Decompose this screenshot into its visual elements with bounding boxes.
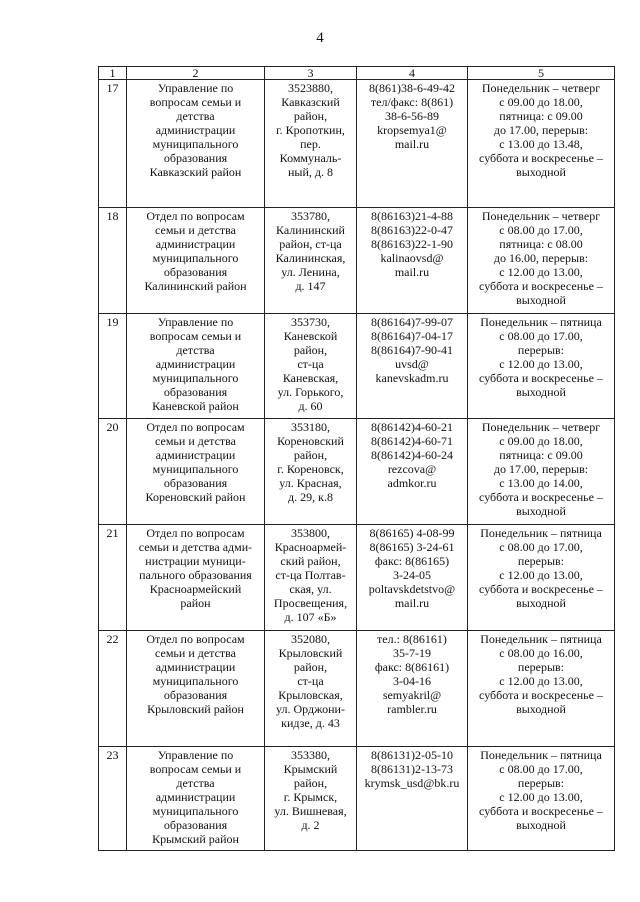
table-row xyxy=(99,419,615,525)
table-row xyxy=(99,747,615,851)
working-hours: Понедельник – пятница с 08.00 до 16.00, перерыв: с 12.00 до 13.00, суббота и воскресенье – выходной xyxy=(468,631,615,747)
organization-name: Отдел по вопросам семьи и детства адми- нистрации муници- пального образования Красноармейский район xyxy=(127,525,265,631)
working-hours: Понедельник – пятница с 08.00 до 17.00, перерыв: с 12.00 до 13.00, суббота и воскресенье – выходной xyxy=(468,747,615,851)
working-hours: Понедельник – четверг с 09.00 до 18.00, пятница: с 09.00 до 17.00, перерыв: с 13.00 до 13.48, суббота и воскресенье – выходной xyxy=(468,80,615,208)
row-number: 23 xyxy=(99,747,127,851)
contacts: 8(86165) 4-08-99 8(86165) 3-24-61 факс: 8(86165) 3-24-05 poltavskdetstvo@ mail.ru xyxy=(357,525,468,631)
working-hours: Понедельник – пятница с 08.00 до 17.00, перерыв: с 12.00 до 13.00, суббота и воскресенье – выходной xyxy=(468,525,615,631)
contacts: 8(86163)21-4-88 8(86163)22-0-47 8(86163)22-1-90 kalinaovsd@ mail.ru xyxy=(357,208,468,314)
organization-name: Управление по вопросам семьи и детства администрации муниципального образования Каневской район xyxy=(127,314,265,419)
working-hours: Понедельник – четверг с 09.00 до 18.00, пятница: с 09.00 до 17.00, перерыв: с 13.00 до 14.00, суббота и воскресенье – выходной xyxy=(468,419,615,525)
address: 353730, Каневской район, ст-ца Каневская, ул. Горького, д. 60 xyxy=(265,314,357,419)
row-number: 20 xyxy=(99,419,127,525)
address: 353780, Калининский район, ст-ца Калининская, ул. Ленина, д. 147 xyxy=(265,208,357,314)
organization-name: Отдел по вопросам семьи и детства администрации муниципального образования Крыловский район xyxy=(127,631,265,747)
column-header: 5 xyxy=(468,67,615,80)
contacts: 8(86142)4-60-21 8(86142)4-60-71 8(86142)4-60-24 rezcova@ admkor.ru xyxy=(357,419,468,525)
table-row xyxy=(99,525,615,631)
column-header: 1 xyxy=(99,67,127,80)
column-header: 3 xyxy=(265,67,357,80)
row-number: 18 xyxy=(99,208,127,314)
row-number: 17 xyxy=(99,80,127,208)
organization-name: Отдел по вопросам семьи и детства администрации муниципального образования Кореновский район xyxy=(127,419,265,525)
contacts: 8(86131)2-05-10 8(86131)2-13-73 krymsk_usd@bk.ru xyxy=(357,747,468,851)
column-header: 4 xyxy=(357,67,468,80)
row-number: 21 xyxy=(99,525,127,631)
contacts: 8(861)38-6-49-42 тел/факс: 8(861) 38-6-56-89 kropsemya1@ mail.ru xyxy=(357,80,468,208)
working-hours: Понедельник – четверг с 08.00 до 17.00, пятница: с 08.00 до 16.00, перерыв: с 12.00 до 13.00, суббота и воскресенье – выходной xyxy=(468,208,615,314)
table-row xyxy=(99,631,615,747)
address: 353180, Кореновский район, г. Кореновск, ул. Красная, д. 29, к.8 xyxy=(265,419,357,525)
address: 3523880, Кавказский район, г. Кропоткин, пер. Коммуналь- ный, д. 8 xyxy=(265,80,357,208)
organization-name: Отдел по вопросам семьи и детства администрации муниципального образования Калининский район xyxy=(127,208,265,314)
page-number: 4 xyxy=(316,30,324,46)
address: 352080, Крыловский район, ст-ца Крыловская, ул. Орджони- кидзе, д. 43 xyxy=(265,631,357,747)
table-header-row xyxy=(99,67,615,80)
institutions-table xyxy=(98,66,615,851)
column-header: 2 xyxy=(127,67,265,80)
address: 353380, Крымский район, г. Крымск, ул. Вишневая, д. 2 xyxy=(265,747,357,851)
row-number: 22 xyxy=(99,631,127,747)
row-number: 19 xyxy=(99,314,127,419)
table-row xyxy=(99,208,615,314)
table-row xyxy=(99,80,615,208)
contacts: 8(86164)7-99-07 8(86164)7-04-17 8(86164)7-90-41 uvsd@ kanevskadm.ru xyxy=(357,314,468,419)
working-hours: Понедельник – пятница с 08.00 до 17.00, перерыв: с 12.00 до 13.00, суббота и воскресенье – выходной xyxy=(468,314,615,419)
organization-name: Управление по вопросам семьи и детства администрации муниципального образования Крымский район xyxy=(127,747,265,851)
organization-name: Управление по вопросам семьи и детства администрации муниципального образования Кавказский район xyxy=(127,80,265,208)
table-row xyxy=(99,314,615,419)
contacts: тел.: 8(86161) 35-7-19 факс: 8(86161) 3-04-16 semyakril@ rambler.ru xyxy=(357,631,468,747)
address: 353800, Красноармей- ский район, ст-ца Полтав- ская, ул. Просвещения, д. 107 «Б» xyxy=(265,525,357,631)
